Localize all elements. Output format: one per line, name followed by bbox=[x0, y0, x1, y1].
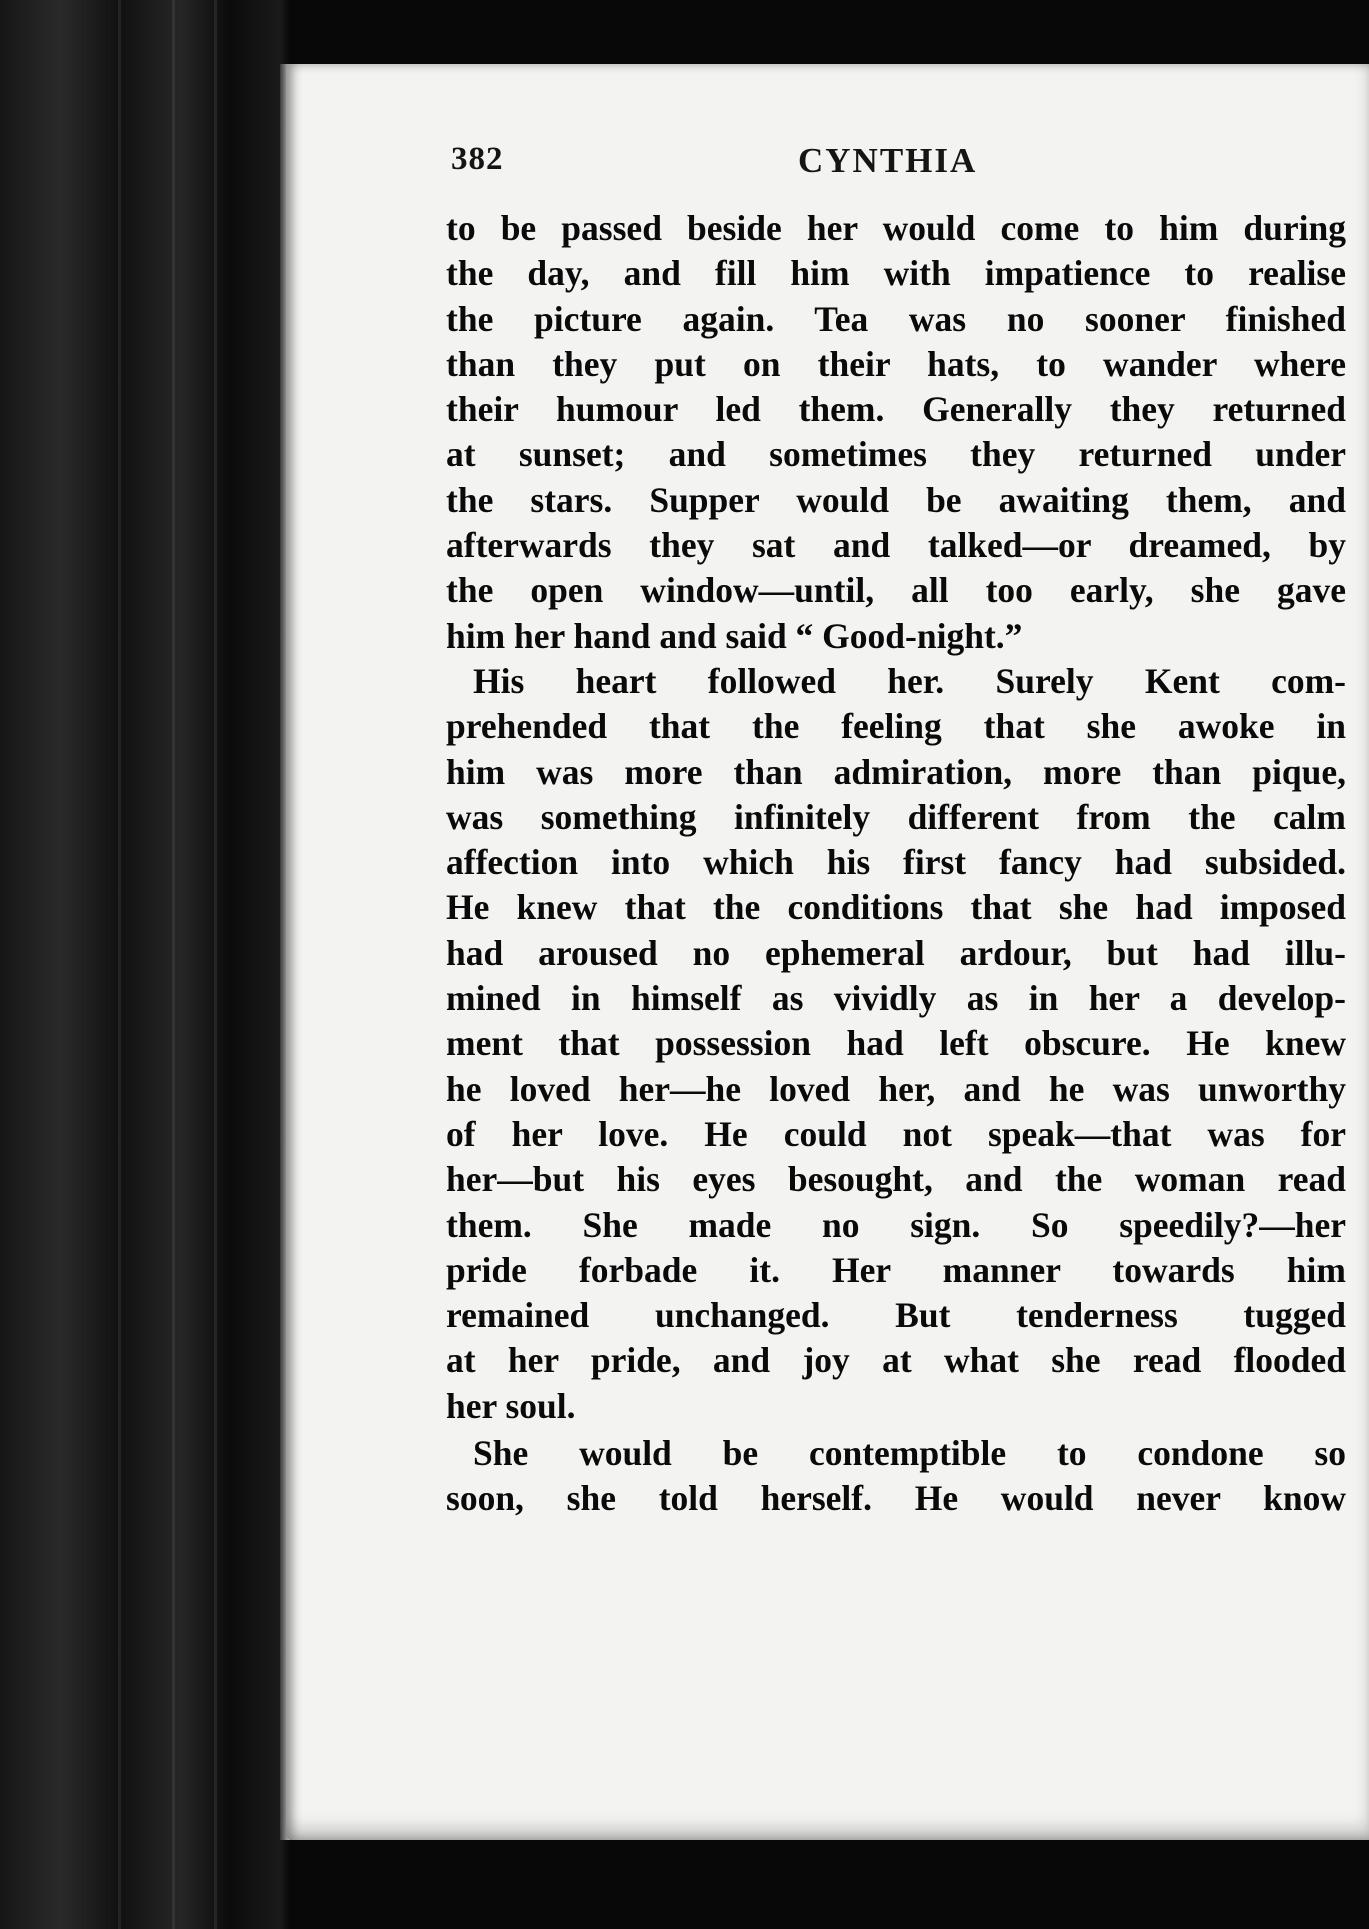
text-line: than they put on their hats, to wander where bbox=[446, 343, 1346, 384]
text-line: pride forbade it. Her manner towards him bbox=[446, 1249, 1346, 1290]
text-line: them. She made no sign. So speedily?—her bbox=[446, 1204, 1346, 1245]
text-line: their humour led them. Generally they returned bbox=[446, 389, 1346, 430]
text-line: the day, and fill him with impatience to realise bbox=[446, 253, 1346, 294]
text-line: her—but his eyes besought, and the woman read bbox=[446, 1159, 1346, 1200]
text-line: He knew that the conditions that she had imposed bbox=[446, 887, 1346, 928]
book-page bbox=[286, 64, 1369, 1840]
running-title: CYNTHIA bbox=[798, 141, 978, 180]
text-line: the open window—until, all too early, she gave bbox=[446, 570, 1346, 611]
text-line: him was more than admiration, more than pique, bbox=[446, 751, 1346, 792]
page-number: 382 bbox=[451, 141, 504, 177]
text-line: ment that possession had left obscure. He knew bbox=[446, 1023, 1346, 1064]
text-line: to be passed beside her would come to him during bbox=[446, 208, 1346, 248]
spine-streak bbox=[172, 0, 175, 1929]
text-line: the picture again. Tea was no sooner finished bbox=[446, 298, 1346, 339]
body-text bbox=[446, 206, 1346, 1522]
text-line: the stars. Supper would be awaiting them, and bbox=[446, 479, 1346, 520]
text-line: soon, she told herself. He would never know bbox=[446, 1478, 1346, 1519]
text-line: was something infinitely different from the calm bbox=[446, 796, 1346, 837]
text-line: of her love. He could not speak—that was for bbox=[446, 1113, 1346, 1154]
text-line: at sunset; and sometimes they returned under bbox=[446, 434, 1346, 475]
text-line: His heart followed her. Surely Kent com- bbox=[473, 660, 1346, 701]
text-line: afterwards they sat and talked—or dreamed, by bbox=[446, 525, 1346, 566]
running-head bbox=[286, 64, 1369, 180]
spine-streak bbox=[118, 0, 121, 1929]
text-line: had aroused no ephemeral ardour, but had illu- bbox=[446, 932, 1346, 973]
text-line: remained unchanged. But tenderness tugged bbox=[446, 1295, 1346, 1336]
text-line: She would be contemptible to condone so bbox=[473, 1433, 1346, 1474]
text-line: her soul. bbox=[446, 1385, 576, 1426]
text-line: he loved her—he loved her, and he was unworthy bbox=[446, 1068, 1346, 1109]
text-line: prehended that the feeling that she awoke in bbox=[446, 706, 1346, 747]
text-line: mined in himself as vividly as in her a develop- bbox=[446, 978, 1346, 1019]
text-line: him her hand and said “ Good-night.” bbox=[446, 615, 1023, 656]
text-line: affection into which his first fancy had subsided. bbox=[446, 842, 1346, 883]
spine-streak bbox=[214, 0, 217, 1929]
text-line: at her pride, and joy at what she read flooded bbox=[446, 1340, 1346, 1381]
